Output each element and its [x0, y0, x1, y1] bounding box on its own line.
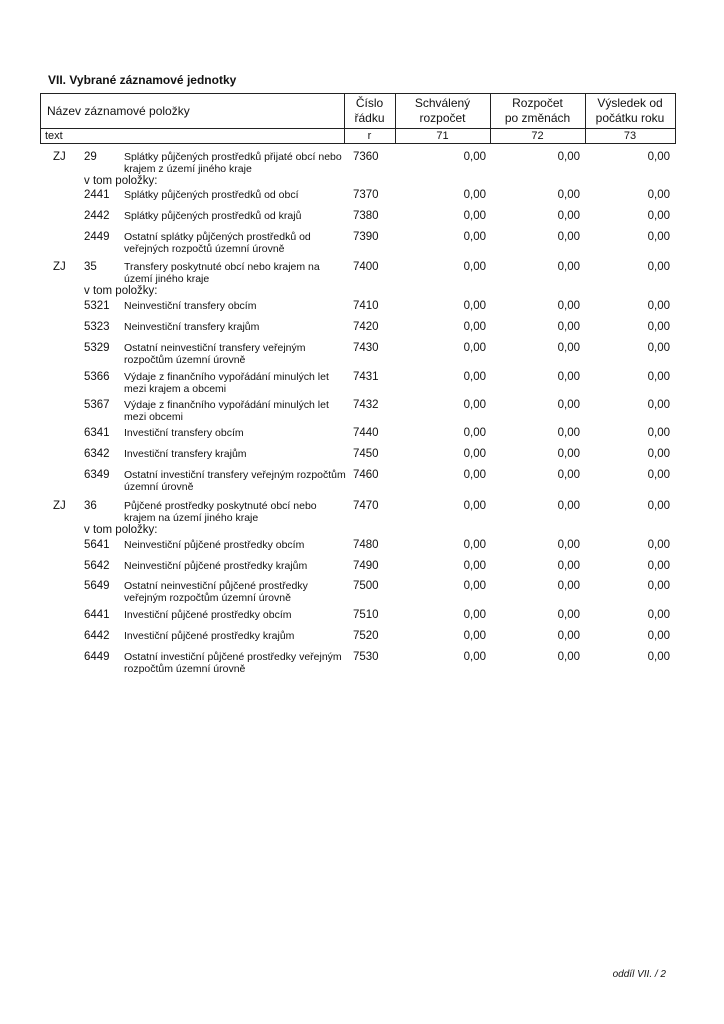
row-number: 7420: [353, 321, 379, 333]
item-description: Neinvestiční půjčené prostředky krajům: [124, 560, 308, 572]
value-72: 0,00: [557, 210, 580, 222]
value-71: 0,00: [463, 500, 486, 512]
item-description: Investiční transfery krajům: [124, 448, 247, 460]
value-72: 0,00: [557, 500, 580, 512]
value-73: 0,00: [647, 448, 670, 460]
zj-label: ZJ: [53, 261, 66, 273]
value-72: 0,00: [557, 342, 580, 354]
item-code: 5642: [84, 560, 110, 572]
value-71: 0,00: [463, 580, 486, 592]
value-73: 0,00: [647, 371, 670, 383]
item-code: 6449: [84, 651, 110, 663]
zj-label: ZJ: [53, 500, 66, 512]
value-73: 0,00: [647, 342, 670, 354]
item-code: 5641: [84, 539, 110, 551]
value-73: 0,00: [647, 651, 670, 663]
item-code: 5329: [84, 342, 110, 354]
item-code: 2441: [84, 189, 110, 201]
item-description: Ostatní neinvestiční transfery veřejným rozpočtům územní úrovně: [124, 342, 306, 366]
value-72: 0,00: [557, 448, 580, 460]
item-code: 29: [84, 151, 97, 163]
value-71: 0,00: [463, 371, 486, 383]
item-code: 5323: [84, 321, 110, 333]
item-code: 2442: [84, 210, 110, 222]
item-code: 5366: [84, 371, 110, 383]
row-number: 7530: [353, 651, 379, 663]
value-71: 0,00: [463, 189, 486, 201]
value-73: 0,00: [647, 580, 670, 592]
header-sub-73: 73: [623, 130, 637, 142]
value-72: 0,00: [557, 539, 580, 551]
value-72: 0,00: [557, 321, 580, 333]
table-header: [40, 93, 676, 144]
value-73: 0,00: [647, 427, 670, 439]
row-number: 7520: [353, 630, 379, 642]
value-72: 0,00: [557, 231, 580, 243]
item-description: Ostatní splátky půjčených prostředků od veřejných rozpočtů územní úrovně: [124, 231, 311, 255]
value-72: 0,00: [557, 300, 580, 312]
value-72: 0,00: [557, 261, 580, 273]
header-col-71: Schválený rozpočet: [414, 96, 471, 125]
row-number: 7430: [353, 342, 379, 354]
row-number: 7470: [353, 500, 379, 512]
row-number: 7390: [353, 231, 379, 243]
item-description: Neinvestiční transfery krajům: [124, 321, 260, 333]
value-73: 0,00: [647, 261, 670, 273]
value-71: 0,00: [463, 300, 486, 312]
value-73: 0,00: [647, 560, 670, 572]
header-sub-text: text: [45, 130, 63, 142]
value-73: 0,00: [647, 609, 670, 621]
value-71: 0,00: [463, 427, 486, 439]
value-72: 0,00: [557, 469, 580, 481]
value-71: 0,00: [463, 609, 486, 621]
row-number: 7440: [353, 427, 379, 439]
value-72: 0,00: [557, 151, 580, 163]
value-73: 0,00: [647, 300, 670, 312]
value-72: 0,00: [557, 560, 580, 572]
value-73: 0,00: [647, 399, 670, 411]
sub-label: v tom položky:: [84, 285, 158, 297]
value-71: 0,00: [463, 399, 486, 411]
value-72: 0,00: [557, 427, 580, 439]
header-col-72: Rozpočet po změnách: [504, 96, 571, 125]
value-73: 0,00: [647, 189, 670, 201]
item-description: Transfery poskytnuté obcí nebo krajem na území jiného kraje: [124, 261, 320, 285]
item-description: Ostatní neinvestiční půjčené prostředky veřejným rozpočtům územní úrovně: [124, 580, 308, 604]
header-sub-r: r: [367, 130, 372, 142]
value-71: 0,00: [463, 560, 486, 572]
item-description: Výdaje z finančního vypořádání minulých let mezi krajem a obcemi: [124, 371, 329, 395]
value-73: 0,00: [647, 630, 670, 642]
value-71: 0,00: [463, 261, 486, 273]
value-73: 0,00: [647, 500, 670, 512]
header-num-label: Číslo řádku: [354, 96, 385, 125]
item-code: 35: [84, 261, 97, 273]
item-description: Splátky půjčených prostředků přijaté obcí nebo krajem z území jiného kraje: [124, 151, 342, 175]
item-code: 6441: [84, 609, 110, 621]
item-code: 2449: [84, 231, 110, 243]
value-72: 0,00: [557, 609, 580, 621]
value-71: 0,00: [463, 630, 486, 642]
item-code: 5367: [84, 399, 110, 411]
value-72: 0,00: [557, 630, 580, 642]
item-code: 6442: [84, 630, 110, 642]
value-71: 0,00: [463, 539, 486, 551]
value-71: 0,00: [463, 342, 486, 354]
row-number: 7370: [353, 189, 379, 201]
row-number: 7510: [353, 609, 379, 621]
row-number: 7460: [353, 469, 379, 481]
item-description: Splátky půjčených prostředků od obcí: [124, 189, 299, 201]
value-73: 0,00: [647, 321, 670, 333]
value-71: 0,00: [463, 651, 486, 663]
item-code: 36: [84, 500, 97, 512]
item-code: 6342: [84, 448, 110, 460]
value-72: 0,00: [557, 651, 580, 663]
value-73: 0,00: [647, 469, 670, 481]
value-71: 0,00: [463, 469, 486, 481]
item-description: Investiční půjčené prostředky obcím: [124, 609, 292, 621]
item-description: Neinvestiční půjčené prostředky obcím: [124, 539, 305, 551]
value-73: 0,00: [647, 231, 670, 243]
item-description: Neinvestiční transfery obcím: [124, 300, 257, 312]
page-footer: oddíl VII. / 2: [612, 969, 666, 980]
value-71: 0,00: [463, 448, 486, 460]
row-number: 7432: [353, 399, 379, 411]
row-number: 7450: [353, 448, 379, 460]
item-description: Půjčené prostředky poskytnuté obcí nebo krajem na území jiného kraje: [124, 500, 317, 524]
value-72: 0,00: [557, 189, 580, 201]
header-sub-72: 72: [531, 130, 544, 142]
item-code: 5649: [84, 580, 110, 592]
row-number: 7490: [353, 560, 379, 572]
item-code: 6349: [84, 469, 110, 481]
value-73: 0,00: [647, 210, 670, 222]
value-72: 0,00: [557, 580, 580, 592]
item-code: 6341: [84, 427, 110, 439]
item-description: Ostatní investiční transfery veřejným rozpočtům územní úrovně: [124, 469, 346, 493]
row-number: 7410: [353, 300, 379, 312]
value-71: 0,00: [463, 151, 486, 163]
row-number: 7380: [353, 210, 379, 222]
row-number: 7480: [353, 539, 379, 551]
item-description: Investiční půjčené prostředky krajům: [124, 630, 295, 642]
value-73: 0,00: [647, 539, 670, 551]
value-71: 0,00: [463, 210, 486, 222]
zj-label: ZJ: [53, 151, 66, 163]
header-name-label: Název záznamové položky: [47, 104, 190, 118]
item-description: Splátky půjčených prostředků od krajů: [124, 210, 302, 222]
header-sub-71: 71: [436, 130, 449, 142]
row-number: 7431: [353, 371, 379, 383]
sub-label: v tom položky:: [84, 524, 158, 536]
section-title: VII. Vybrané záznamové jednotky: [48, 73, 237, 87]
value-71: 0,00: [463, 231, 486, 243]
item-description: Výdaje z finančního vypořádání minulých let mezi obcemi: [124, 399, 329, 423]
value-71: 0,00: [463, 321, 486, 333]
row-number: 7500: [353, 580, 379, 592]
header-col-73: Výsledek od počátku roku: [595, 96, 665, 125]
item-code: 5321: [84, 300, 110, 312]
row-number: 7360: [353, 151, 379, 163]
item-description: Investiční transfery obcím: [124, 427, 244, 439]
item-description: Ostatní investiční půjčené prostředky veřejným rozpočtům územní úrovně: [124, 651, 342, 675]
value-73: 0,00: [647, 151, 670, 163]
sub-label: v tom položky:: [84, 175, 158, 187]
value-72: 0,00: [557, 371, 580, 383]
value-72: 0,00: [557, 399, 580, 411]
row-number: 7400: [353, 261, 379, 273]
